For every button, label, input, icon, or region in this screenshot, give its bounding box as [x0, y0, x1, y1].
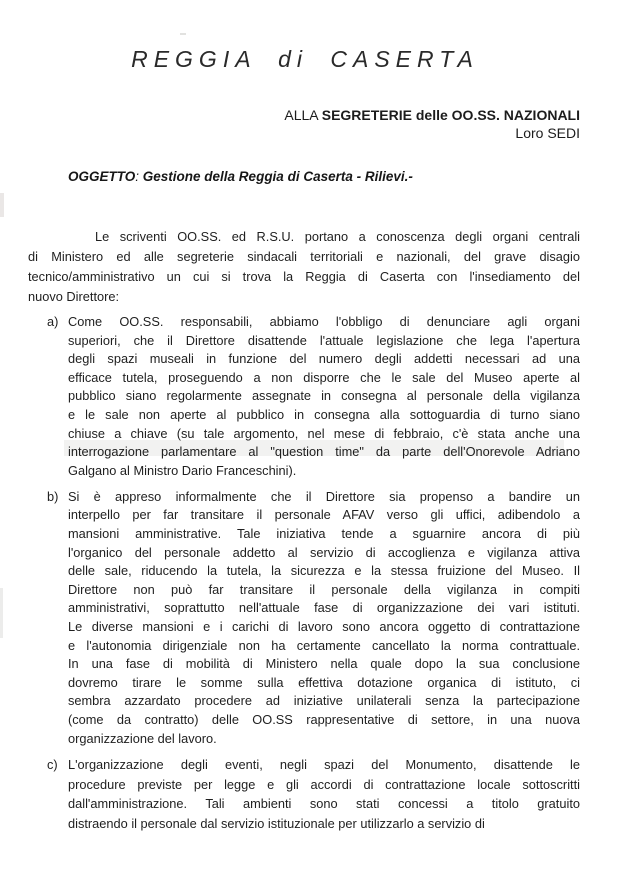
text-line: Le diverse mansioni e i carichi di lavoro sono ancora oggetto di contrattazione — [68, 619, 580, 634]
subject-line — [68, 169, 413, 184]
subject-separator: : — [135, 169, 143, 184]
letterhead-title: REGGIA di CASERTA — [131, 46, 479, 72]
text-line: sembra azzardato procedere ad iniziative unilaterali senza la partecipazione — [68, 693, 580, 709]
list-marker: a) — [47, 314, 59, 329]
text-line: mansioni amministrative. Tale iniziativa tende a sguarnire ancora di più — [68, 526, 580, 542]
text-line: tecnico/amministrativo un cui si trova la Reggia di Caserta con l'insediamento del — [28, 269, 580, 284]
recipient-prefix: ALLA — [284, 107, 322, 123]
text-line: e le sale non aperte al pubblico in consegna alla sottoguardia di turno siano — [68, 406, 580, 422]
text-line: superiori, che il Direttore disattende l'attuale legislazione che lega l'apertura — [68, 332, 580, 348]
recipient-block — [284, 107, 580, 142]
text-line: chiuse a chiave (su tale argomento, nel mese di febbraio, c'è stata anche una — [68, 425, 580, 441]
document-body — [28, 227, 580, 833]
text-line: Si è appreso informalmente che il Direttore sia propenso a bandire un — [68, 488, 580, 504]
list-item-b — [28, 488, 580, 748]
text-line: amministrativi, soprattutto nell'attuale fase di organizzazione dei vari istituti. — [68, 600, 580, 616]
subject-label: OGGETTO — [68, 169, 136, 184]
scan-artifact — [0, 193, 4, 217]
intro-paragraph — [28, 227, 580, 307]
recipient-line-2: Loro SEDI — [515, 124, 580, 141]
text-line: organizzazione del lavoro. — [68, 730, 217, 746]
text-line: Galgano al Ministro Dario Franceschini). — [68, 462, 297, 478]
subject-text: Gestione della Reggia di Caserta - Rilievi.- — [142, 169, 413, 184]
scan-artifact — [0, 588, 3, 638]
text-line: distraendo il personale dal servizio istituzionale per utilizzarlo a servizio di — [68, 815, 485, 831]
text-line: dall'amministrazione. Tali ambienti sono stati concessi a titolo gratuito — [68, 796, 580, 812]
text-line: delle sale, riducendo la tutela, la sicurezza e la stessa fruizione del Museo. Il — [68, 563, 580, 579]
list-marker: b) — [47, 488, 59, 504]
recipient-name: SEGRETERIE delle OO.SS. NAZIONALI — [321, 107, 580, 123]
text-line: pubblico siano regolarmente assegnate in consegna al personale della vigilanza — [68, 388, 580, 404]
text-line: efficace tutela, proseguendo a non disporre che le sale del Museo aperte al — [68, 369, 580, 385]
text-line: nuovo Direttore: — [28, 289, 120, 304]
text-line: L'organizzazione degli eventi, negli spazi del Monumento, disattende le — [68, 757, 580, 773]
text-line: degli spazi museali in funzione del numero degli addetti necessari ad una — [68, 351, 580, 367]
list-item-a — [28, 313, 580, 480]
scan-artifact — [180, 33, 186, 35]
recipient-line-1 — [284, 107, 580, 125]
text-line: procedure previste per legge e gli accordi di contrattazione locale sottoscritti — [68, 776, 580, 792]
text-line: Le scriventi OO.SS. ed R.S.U. portano a conoscenza degli organi centrali — [95, 229, 580, 244]
text-line: In una fase di mobilità di Ministero nella quale dopo la sua conclusione — [68, 656, 580, 672]
text-line: interrogazione parlamentare al "question time" da parte dell'Onorevole Adriano — [68, 444, 580, 460]
text-line: Direttore non può far transitare il personale della vigilanza in compiti — [68, 581, 580, 597]
text-line: di Ministero ed alle segreterie sindacali territoriali e nazionali, del grave disagio — [28, 249, 580, 264]
text-line: e l'autonomia dirigenziale non ha certamente cancellato la norma contrattuale. — [68, 637, 580, 653]
text-line: interpello per far transitare il personale AFAV verso gli uffici, adibendolo a — [68, 507, 580, 523]
text-line: Come OO.SS. responsabili, abbiamo l'obbligo di denunciare agli organi — [68, 314, 580, 329]
text-line: dovremo tirare le somme sulla effettiva dotazione organica di istituto, ci — [68, 674, 580, 690]
list-marker: c) — [47, 757, 58, 773]
text-line: l'organico del personale addetto al servizio di accoglienza e vigilanza attiva — [68, 544, 580, 560]
list-item-c — [28, 755, 580, 833]
text-line: (come da contratto) delle OO.SS rappresentative di settore, in una nuova — [68, 711, 580, 727]
